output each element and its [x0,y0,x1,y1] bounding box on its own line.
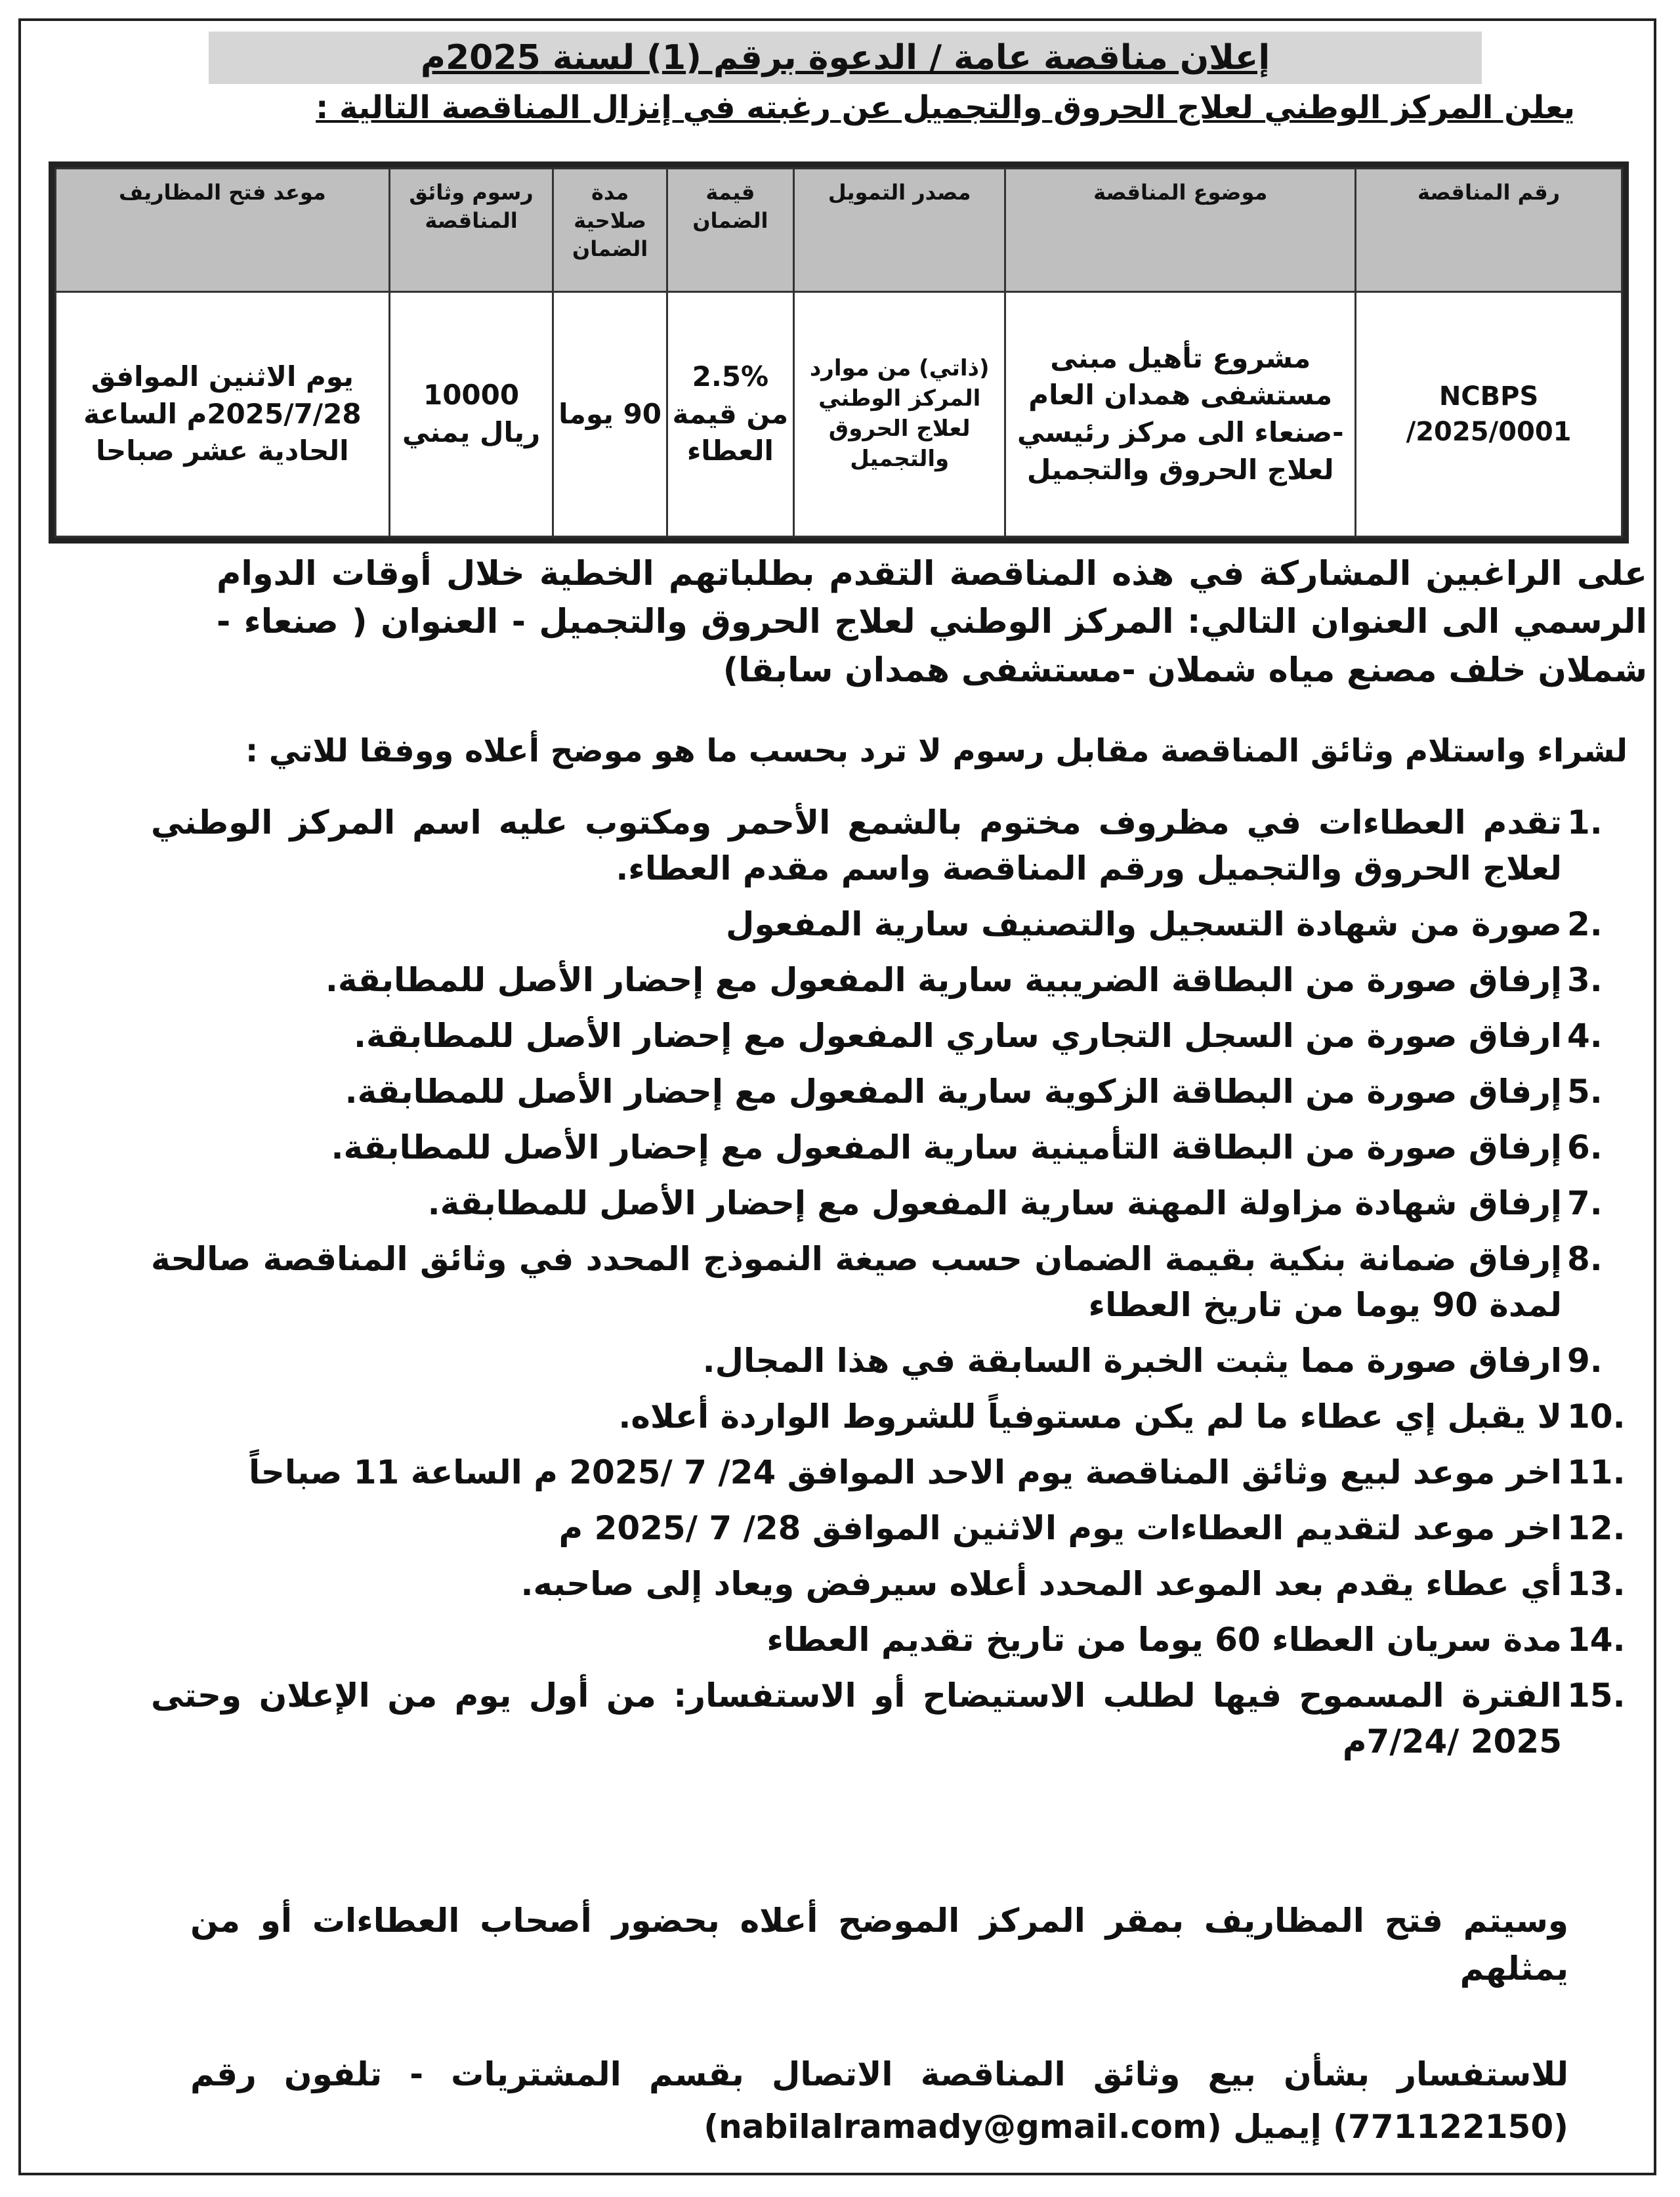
item-number: 2. [1567,905,1603,943]
list-item [151,1236,1628,1328]
cell-guarantee: 2.5% من قيمة العطاء [667,292,793,537]
item-number: 11. [1567,1453,1626,1491]
item-text: إرفاق صورة من البطاقة التأمينية سارية المفعول مع إحضار الأصل للمطابقة. [331,1128,1562,1166]
list-item [151,1338,1628,1384]
item-number: 5. [1567,1073,1603,1111]
item-text: مدة سريان العطاء 60 يوما من تاريخ تقديم العطاء [766,1621,1562,1659]
item-text: الفترة المسموح فيها لطلب الاستيضاح أو الاستفسار: من أول يوم من الإعلان وحتى 2025 /7/24م [151,1676,1562,1760]
item-number: 12. [1567,1509,1626,1547]
header-validity: مدة صلاحية الضمان [553,169,667,292]
cell-validity: 90 يوما [553,292,667,537]
requirements-list [151,800,1628,1774]
list-item [151,1449,1628,1495]
list-item [151,901,1628,947]
intro-line: يعلن المركز الوطني لعلاج الحروق والتجميل عن رغبته في إنزال المناقصة التالية : [316,89,1575,126]
table-row [56,292,1622,537]
item-text: أي عطاء يقدم بعد الموعد المحدد أعلاه سيرفض ويعاد إلى صاحبه. [520,1565,1562,1603]
header-opening: موعد فتح المظاريف [56,169,390,292]
list-item [151,1561,1628,1607]
item-text: إرفاق صورة من البطاقة الضريبية سارية المفعول مع إحضار الأصل للمطابقة. [325,961,1562,999]
item-number: 13. [1567,1565,1626,1603]
list-item [151,1505,1628,1551]
item-number: 9. [1567,1342,1603,1380]
list-item [151,1394,1628,1440]
list-item [151,800,1628,891]
item-number: 4. [1567,1017,1603,1055]
item-text: إرفاق شهادة مزاولة المهنة سارية المفعول مع إحضار الأصل للمطابقة. [427,1184,1562,1222]
list-item [151,1673,1628,1764]
table-header-row [56,169,1622,292]
item-number: 6. [1567,1128,1603,1166]
list-item [151,1180,1628,1226]
closing-note: وسيتم فتح المظاريف بمقر المركز الموضح أعلاه بحضور أصحاب العطاءات أو من يمثلهم [190,1902,1568,1988]
item-number: 7. [1567,1184,1603,1222]
item-text: صورة من شهادة التسجيل والتصنيف سارية المفعول [726,905,1562,943]
item-text: ارفاق صورة مما يثبت الخبرة السابقة في هذا المجال. [702,1342,1562,1380]
list-item [151,1069,1628,1115]
item-number: 1. [1567,803,1603,842]
header-subject: موضوع المناقصة [1005,169,1356,292]
cell-opening: يوم الاثنين الموافق 2025/7/28م الساعة الحادية عشر صباحا [56,292,390,537]
cell-fees: 10000 ريال يمني [389,292,553,537]
documents-lead: لشراء واستلام وثائق المناقصة مقابل رسوم لا ترد بحسب ما هو موضح أعلاه ووفقا للاتي : [245,733,1628,769]
item-text: اخر موعد لتقديم العطاءات يوم الاثنين الموافق 28/ 7 /2025 م [558,1509,1562,1547]
header-fees: رسوم وثائق المناقصة [389,169,553,292]
item-text: لا يقبل إي عطاء ما لم يكن مستوفياً للشروط الواردة أعلاه. [618,1397,1562,1436]
item-text: ارفاق صورة من السجل التجاري ساري المفعول مع إحضار الأصل للمطابقة. [354,1017,1562,1055]
header-ref: رقم المناقصة [1356,169,1622,292]
item-number: 15. [1567,1676,1626,1715]
list-item [151,1124,1628,1170]
item-number: 14. [1567,1621,1626,1659]
item-text: تقدم العطاءات في مظروف مختوم بالشمع الأحمر ومكتوب عليه اسم المركز الوطني لعلاج الحروق والتجميل ورقم المناقصة واسم مقدم العطاء. [151,803,1562,887]
cell-subject: مشروع تأهيل مبنى مستشفى همدان العام -صنعاء الى مركز رئيسي لعلاج الحروق والتجميل [1005,292,1356,537]
list-item [151,1617,1628,1663]
item-text: إرفاق ضمانة بنكية بقيمة الضمان حسب صيغة النموذج المحدد في وثائق المناقصة صالحة لمدة 90 يوما من تاريخ العطاء [151,1240,1562,1324]
contact-info: للاستفسار بشأن بيع وثائق المناقصة الاتصال بقسم المشتريات - تلفون رقم (771122150) إيميل (nabilalramady@gmail.com) [190,2055,1568,2146]
tender-table [49,161,1629,544]
cell-ref: NCBPS /2025/0001 [1356,292,1622,537]
item-number: 8. [1567,1240,1603,1278]
header-guarantee: قيمة الضمان [667,169,793,292]
item-number: 3. [1567,961,1603,999]
cell-funding: (ذاتي) من موارد المركز الوطني لعلاج الحروق والتجميل [794,292,1005,537]
item-number: 10. [1567,1397,1626,1436]
item-text: اخر موعد لبيع وثائق المناقصة يوم الاحد الموافق 24/ 7 /2025 م الساعة 11 صباحاً [249,1453,1562,1491]
submission-paragraph: على الراغبين المشاركة في هذه المناقصة التقدم بطلباتهم الخطية خلال أوقات الدوام الرسمي الى العنوان التالي: المركز الوطني لعلاج الحروق والتجميل - العنوان ( صنعاء - شملان خلف مصنع مياه شملان -مستشفى همدان سابقا) [217,555,1647,690]
list-item [151,1013,1628,1059]
announcement-title [209,32,1482,84]
item-text: إرفاق صورة من البطاقة الزكوية سارية المفعول مع إحضار الأصل للمطابقة. [345,1073,1562,1111]
header-funding: مصدر التمويل [794,169,1005,292]
list-item [151,957,1628,1003]
title-text: إعلان مناقصة عامة / الدعوة برقم (1) لسنة 2025م [420,38,1270,77]
